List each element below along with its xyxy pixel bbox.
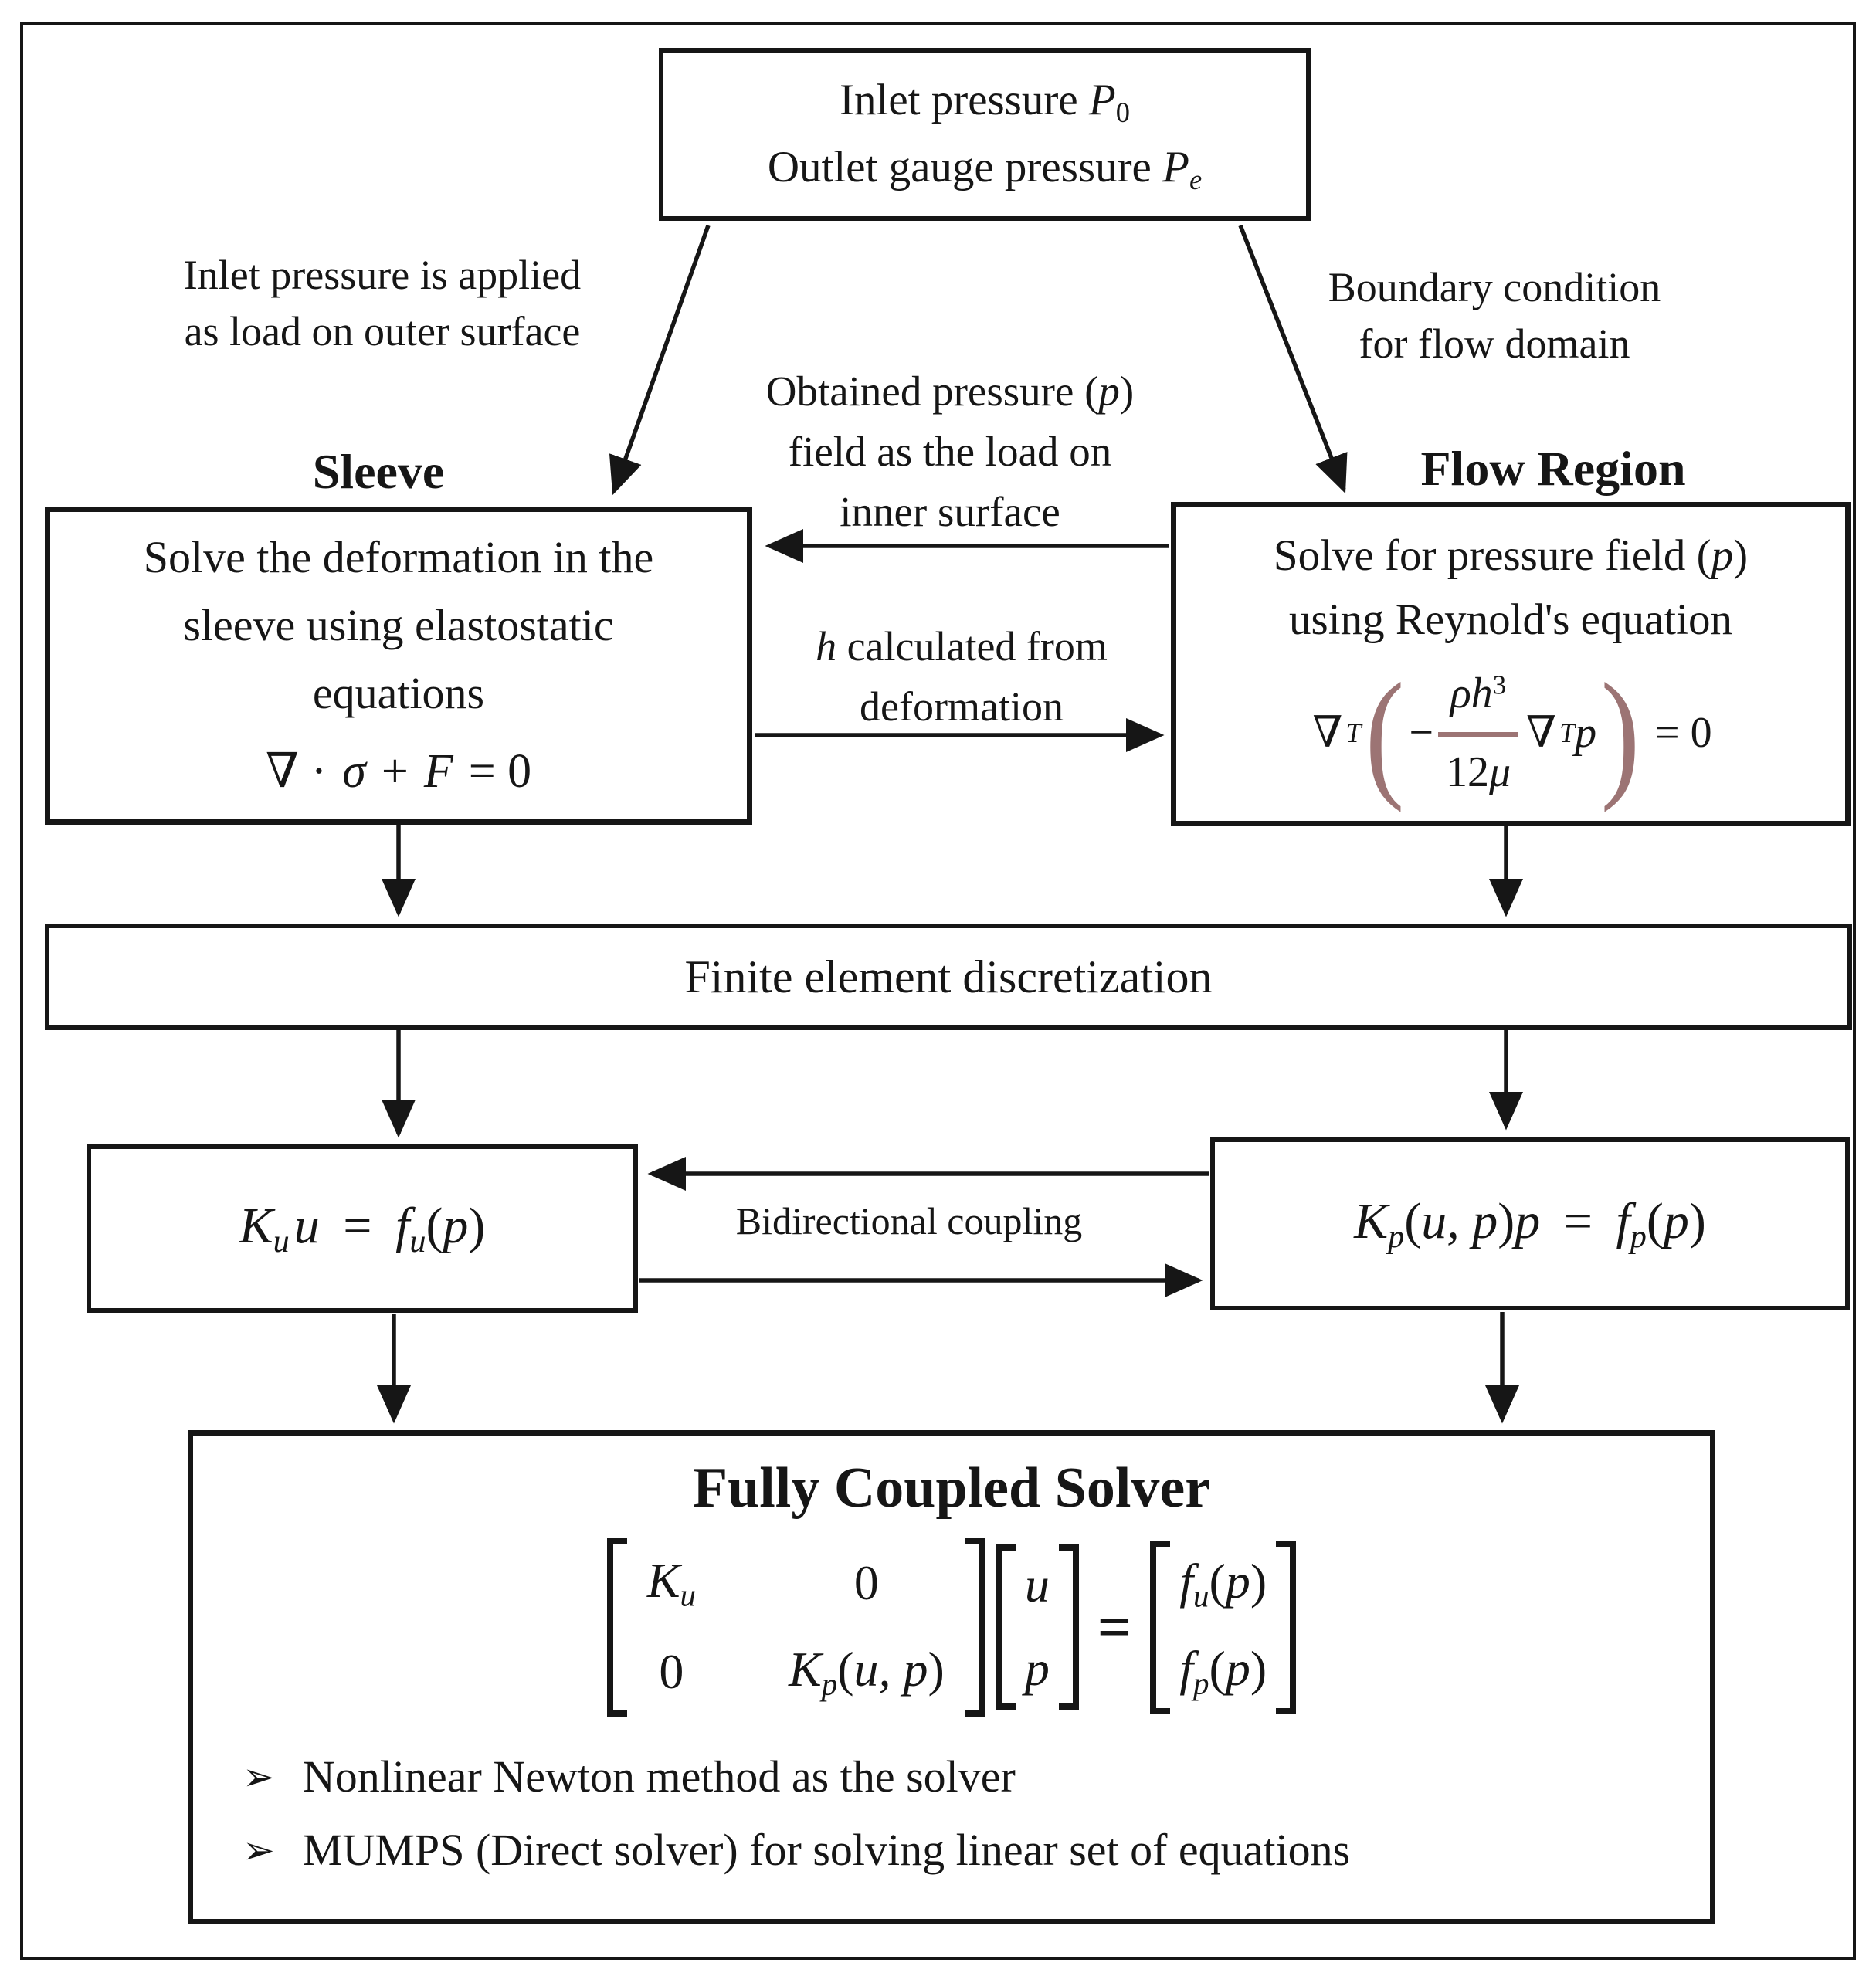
- arrowhead-bullet-icon: ➢: [243, 1754, 275, 1799]
- ku-equation: Kuu = fu(p): [239, 1198, 486, 1259]
- coupled-matrix-equation: [193, 1538, 1710, 1717]
- pressure-equation-box: [1210, 1137, 1850, 1310]
- label-inlet-load: Inlet pressure is applied as load on outer surface: [183, 252, 582, 355]
- outlet-pressure-line: Outlet gauge pressure Pe: [767, 143, 1203, 196]
- elastostatic-equation: ∇ · σ + F = 0: [265, 745, 532, 798]
- arrowhead-bullet-icon: ➢: [243, 1827, 275, 1873]
- bracket-left: [996, 1544, 1016, 1710]
- label-h-calculated: h calculated from deformation: [816, 623, 1108, 731]
- bracket-right: [965, 1538, 985, 1717]
- label-obtained-pressure: Obtained pressure (p) field as the load on inner surface: [765, 368, 1135, 536]
- unknown-vector: u p: [996, 1544, 1079, 1710]
- flow-region-heading: Flow Region: [1420, 441, 1686, 496]
- sleeve-heading: Sleeve: [312, 444, 445, 499]
- list-item: ➢ MUMPS (Direct solver) for solving linear set of equations: [243, 1824, 1351, 1875]
- equals-sign: =: [1097, 1593, 1132, 1661]
- label-boundary-condition: Boundary condition for flow domain: [1328, 264, 1661, 368]
- inlet-pressure-line: Inlet pressure P0: [840, 76, 1130, 129]
- inlet-outlet-pressure-box: [659, 48, 1311, 221]
- reynolds-equation: ∇ T ( − $\frac{\rho h^3}{12\mu}$ ∇ T p ) = 0: [1312, 653, 1712, 813]
- bracket-left: [607, 1538, 627, 1717]
- label-bidirectional-coupling: Bidirectional coupling: [735, 1199, 1083, 1242]
- list-item: ➢ Nonlinear Newton method as the solver: [243, 1751, 1016, 1802]
- finite-element-discretization-bar: Finite element discretization: [45, 924, 1852, 1030]
- bracket-right: [1276, 1541, 1296, 1714]
- bracket-right: [1059, 1544, 1079, 1710]
- system-matrix: Ku 0 0 Kp(u, p): [607, 1538, 985, 1717]
- solver-notes: [243, 1751, 1710, 1876]
- sleeve-box: Solve the deformation in the sleeve using elastostatic equations ∇ · σ + F = 0: [45, 507, 752, 825]
- fully-coupled-solver-box: [188, 1430, 1715, 1924]
- solver-heading: Fully Coupled Solver: [692, 1456, 1211, 1520]
- structure-equation-box: [87, 1144, 638, 1313]
- rhs-vector: fu(p) fp(p): [1150, 1541, 1296, 1714]
- rho-h3-over-12mu: $\frac{\rho h^3}{12\mu}$: [1438, 663, 1518, 803]
- kp-equation: Kp(u, p)p = fp(p): [1354, 1193, 1706, 1255]
- flow-region-box: Solve for pressure field (p) using Reynold's equation ∇ T ( − $\frac{\rho h^3}{12\mu}$ ∇ T p ) = 0: [1171, 502, 1851, 826]
- bracket-left: [1150, 1541, 1170, 1714]
